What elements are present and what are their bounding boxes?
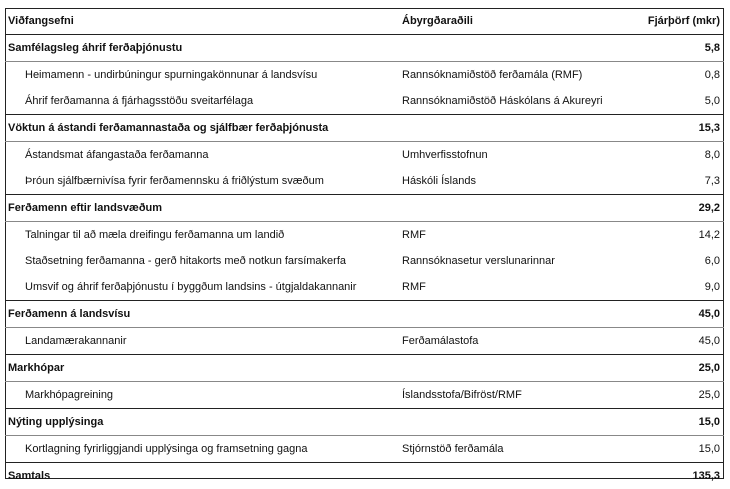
item-name: Umsvif og áhrif ferðaþjónustu í byggðum landsins - útgjaldakannanir — [25, 281, 357, 293]
item-owner: Stjórnstöð ferðamála — [402, 443, 504, 455]
category-total: 45,0 — [698, 308, 720, 320]
item-name: Áhrif ferðamanna á fjárhagsstöðu sveitarfélaga — [25, 95, 254, 107]
category-row — [5, 301, 724, 328]
table-row — [5, 142, 724, 168]
table-row — [5, 436, 724, 463]
category-row — [5, 35, 724, 62]
item-name: Talningar til að mæla dreifingu ferðamanna um landið — [25, 229, 285, 241]
category-total: 15,3 — [698, 122, 720, 134]
category-total: 15,0 — [698, 416, 720, 428]
item-name: Þróun sjálfbærnivísa fyrir ferðamennsku á friðlýstum svæðum — [25, 175, 324, 187]
item-name: Ástandsmat áfangastaða ferðamanna — [25, 149, 209, 161]
item-amount: 8,0 — [704, 149, 720, 161]
item-owner: RMF — [402, 229, 426, 241]
category-row — [5, 115, 724, 142]
item-name: Landamærakannanir — [25, 335, 127, 347]
table-row — [5, 88, 724, 115]
item-owner: Rannsóknamiðstöð Háskólans á Akureyri — [402, 95, 603, 107]
table-row — [5, 274, 724, 301]
category-title: Markhópar — [8, 362, 65, 374]
category-title: Samfélagsleg áhrif ferðaþjónustu — [8, 42, 183, 54]
item-owner: Íslandsstofa/Bifröst/RMF — [402, 389, 522, 401]
category-title: Ferðamenn eftir landsvæðum — [8, 202, 163, 214]
item-owner: Rannsóknasetur verslunarinnar — [402, 255, 555, 267]
item-name: Staðsetning ferðamanna - gerð hitakorts með notkun farsímakerfa — [25, 255, 347, 267]
item-amount: 5,0 — [704, 95, 720, 107]
item-amount: 14,2 — [698, 229, 720, 241]
header-topic: Viðfangsefni — [8, 15, 74, 27]
item-amount: 7,3 — [704, 175, 720, 187]
category-title: Ferðamenn á landsvísu — [8, 308, 131, 320]
item-owner: RMF — [402, 281, 426, 293]
item-owner: Háskóli Íslands — [402, 175, 476, 187]
item-amount: 45,0 — [698, 335, 720, 347]
total-row — [5, 463, 724, 489]
category-row — [5, 409, 724, 436]
item-owner: Ferðamálastofa — [402, 335, 479, 347]
item-name: Heimamenn - undirbúningur spurningakönnunar á landsvísu — [25, 69, 318, 81]
category-row — [5, 355, 724, 382]
funding-table — [5, 8, 724, 489]
category-title: Vöktun á ástandi ferðamannastaða og sjálfbær ferðaþjónusta — [8, 122, 329, 134]
item-amount: 6,0 — [704, 255, 720, 267]
table-row — [5, 168, 724, 195]
total-amount: 135,3 — [692, 470, 720, 482]
item-amount: 25,0 — [698, 389, 720, 401]
item-name: Kortlagning fyrirliggjandi upplýsinga og framsetning gagna — [25, 443, 308, 455]
category-row — [5, 195, 724, 222]
item-amount: 9,0 — [704, 281, 720, 293]
table-row — [5, 328, 724, 355]
table-row — [5, 382, 724, 409]
category-title: Nýting upplýsinga — [8, 416, 104, 428]
category-total: 25,0 — [698, 362, 720, 374]
table-header — [5, 8, 724, 35]
item-owner: Rannsóknamiðstöð ferðamála (RMF) — [402, 69, 583, 81]
table-row — [5, 62, 724, 88]
total-label: Samtals — [8, 470, 51, 482]
table-row — [5, 248, 724, 274]
item-amount: 15,0 — [698, 443, 720, 455]
category-total: 5,8 — [704, 42, 720, 54]
item-amount: 0,8 — [704, 69, 720, 81]
table-row — [5, 222, 724, 248]
header-responsible: Ábyrgðaraðili — [402, 15, 473, 27]
item-owner: Umhverfisstofnun — [402, 149, 488, 161]
header-funding: Fjárþörf (mkr) — [647, 15, 720, 27]
item-name: Markhópagreining — [25, 389, 114, 401]
category-total: 29,2 — [698, 202, 720, 214]
